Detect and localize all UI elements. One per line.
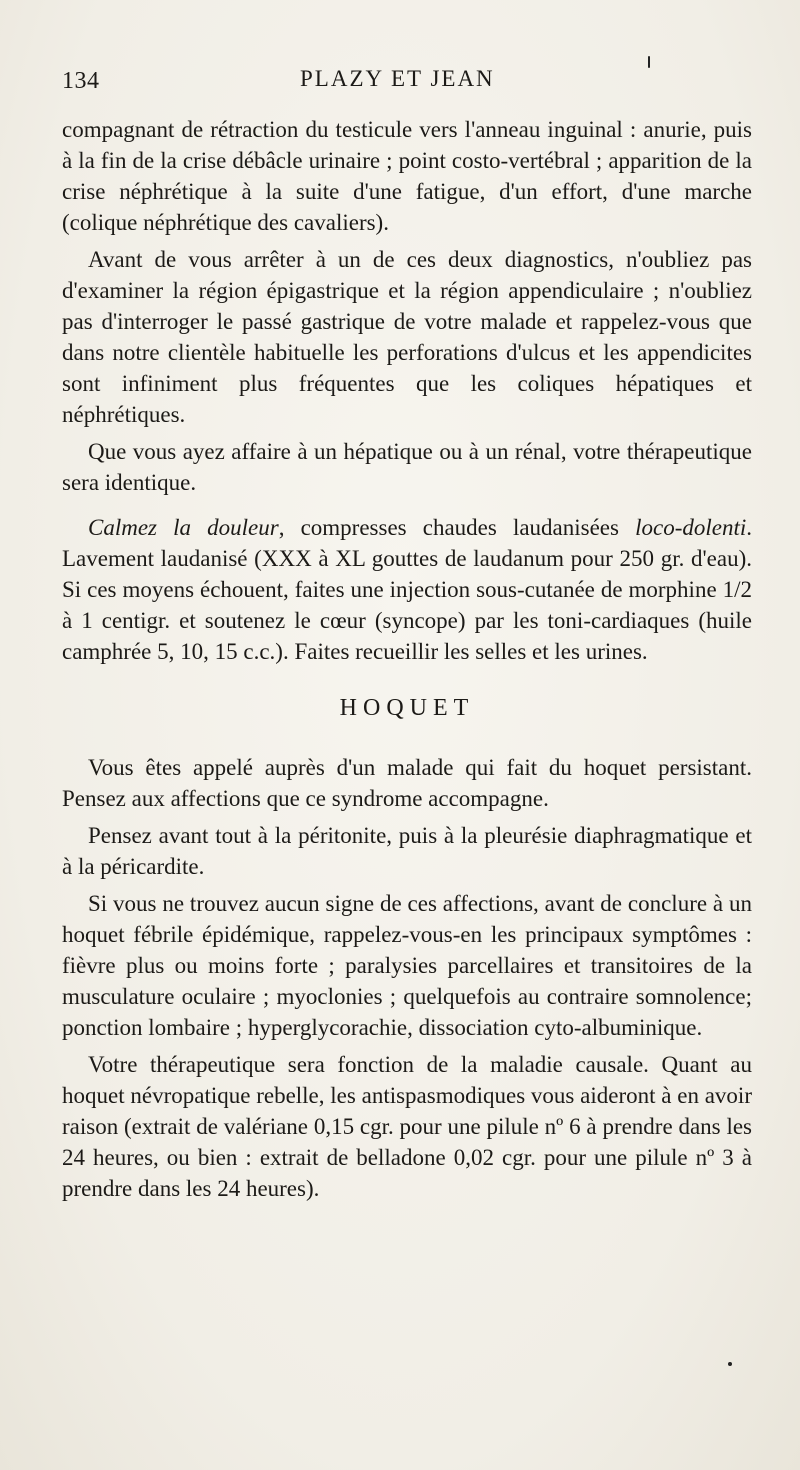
italic-loco-dolenti: loco-dolenti [635, 515, 747, 540]
section-heading: HOQUET [339, 695, 475, 721]
body-text [62, 114, 752, 1210]
paragraph-symptomes: Si vous ne trouvez aucun signe de ces affections, avant de conclure à un hoquet fébrile épidémique, rappelez-vous-en les principaux symptômes : fièvre plus ou moins forte ; paralysies parcellaires et transitoires de la musculature oculaire ; myoclonies ; quelquefois au contraire somnolence; ponction lombaire ; hyperglycorachie, dissociation cyto-albuminique. [62, 891, 752, 1040]
italic-calmez: Calmez la douleur [88, 515, 279, 540]
paragraph-hoquet-intro: Vous êtes appelé auprès d'un malade qui fait du hoquet persistant. Pensez aux affections que ce syndrome accompagne. [62, 755, 752, 811]
paragraph-peritonite: Pensez avant tout à la péritonite, puis à la pleurésie diaphragmatique et à la péricardite. [62, 823, 752, 879]
paragraph-therapeutique: Votre thérapeutique sera fonction de la maladie causale. Quant au hoquet névropatique rebelle, les antispasmodiques vous aideront à en avoir raison (extrait de valériane 0,15 cgr. pour une pilule nº 6 à prendre dans les 24 heures, ou bien : extrait de belladone 0,02 cgr. pour une pilule nº 3 à prendre dans les 24 heures). [62, 1052, 752, 1201]
ink-speck [648, 56, 650, 68]
paragraph-therapeutics-identical: Que vous ayez affaire à un hépatique ou à un rénal, votre thérapeutique sera identique. [62, 439, 752, 495]
paragraph-diagnostics: Avant de vous arrêter à un de ces deux diagnostics, n'oubliez pas d'examiner la région épigastrique et la région appendiculaire ; n'oubliez pas d'interroger le passé gastrique de votre malade et rappelez-vous que dans notre clientèle habituelle les perforations d'ulcus et les appendicites sont infiniment plus fréquentes que les coliques hépatiques et néphrétiques. [62, 247, 752, 427]
paragraph-continuation: compagnant de rétraction du testicule vers l'anneau inguinal : anurie, puis à la fin de la crise débâcle urinaire ; point costo-vertébral ; apparition de la crise néphrétique à la suite d'une fatigue, d'un effort, d'une marche (colique néphrétique des cavaliers). [62, 117, 752, 235]
running-head [62, 62, 760, 96]
paragraph-treatment [62, 512, 752, 667]
running-title: PLAZY ET JEAN [300, 66, 495, 91]
page-number: 134 [62, 68, 100, 94]
treatment-text-rest: . Lavement laudanisé (XXX à XL gouttes de laudanum pour 250 gr. d'eau). Si ces moyens échouent, faites une injection sous-cutanée de morphine 1/2 à 1 centigr. et soutenez le cœur (syncope) par les toni-cardiaques (huile camphrée 5, 10, 15 c.c.). Faites recueillir les selles et les urines. [62, 515, 752, 664]
ink-speck [728, 1362, 732, 1366]
treatment-text-mid: , compresses chaudes laudanisées [278, 515, 636, 540]
